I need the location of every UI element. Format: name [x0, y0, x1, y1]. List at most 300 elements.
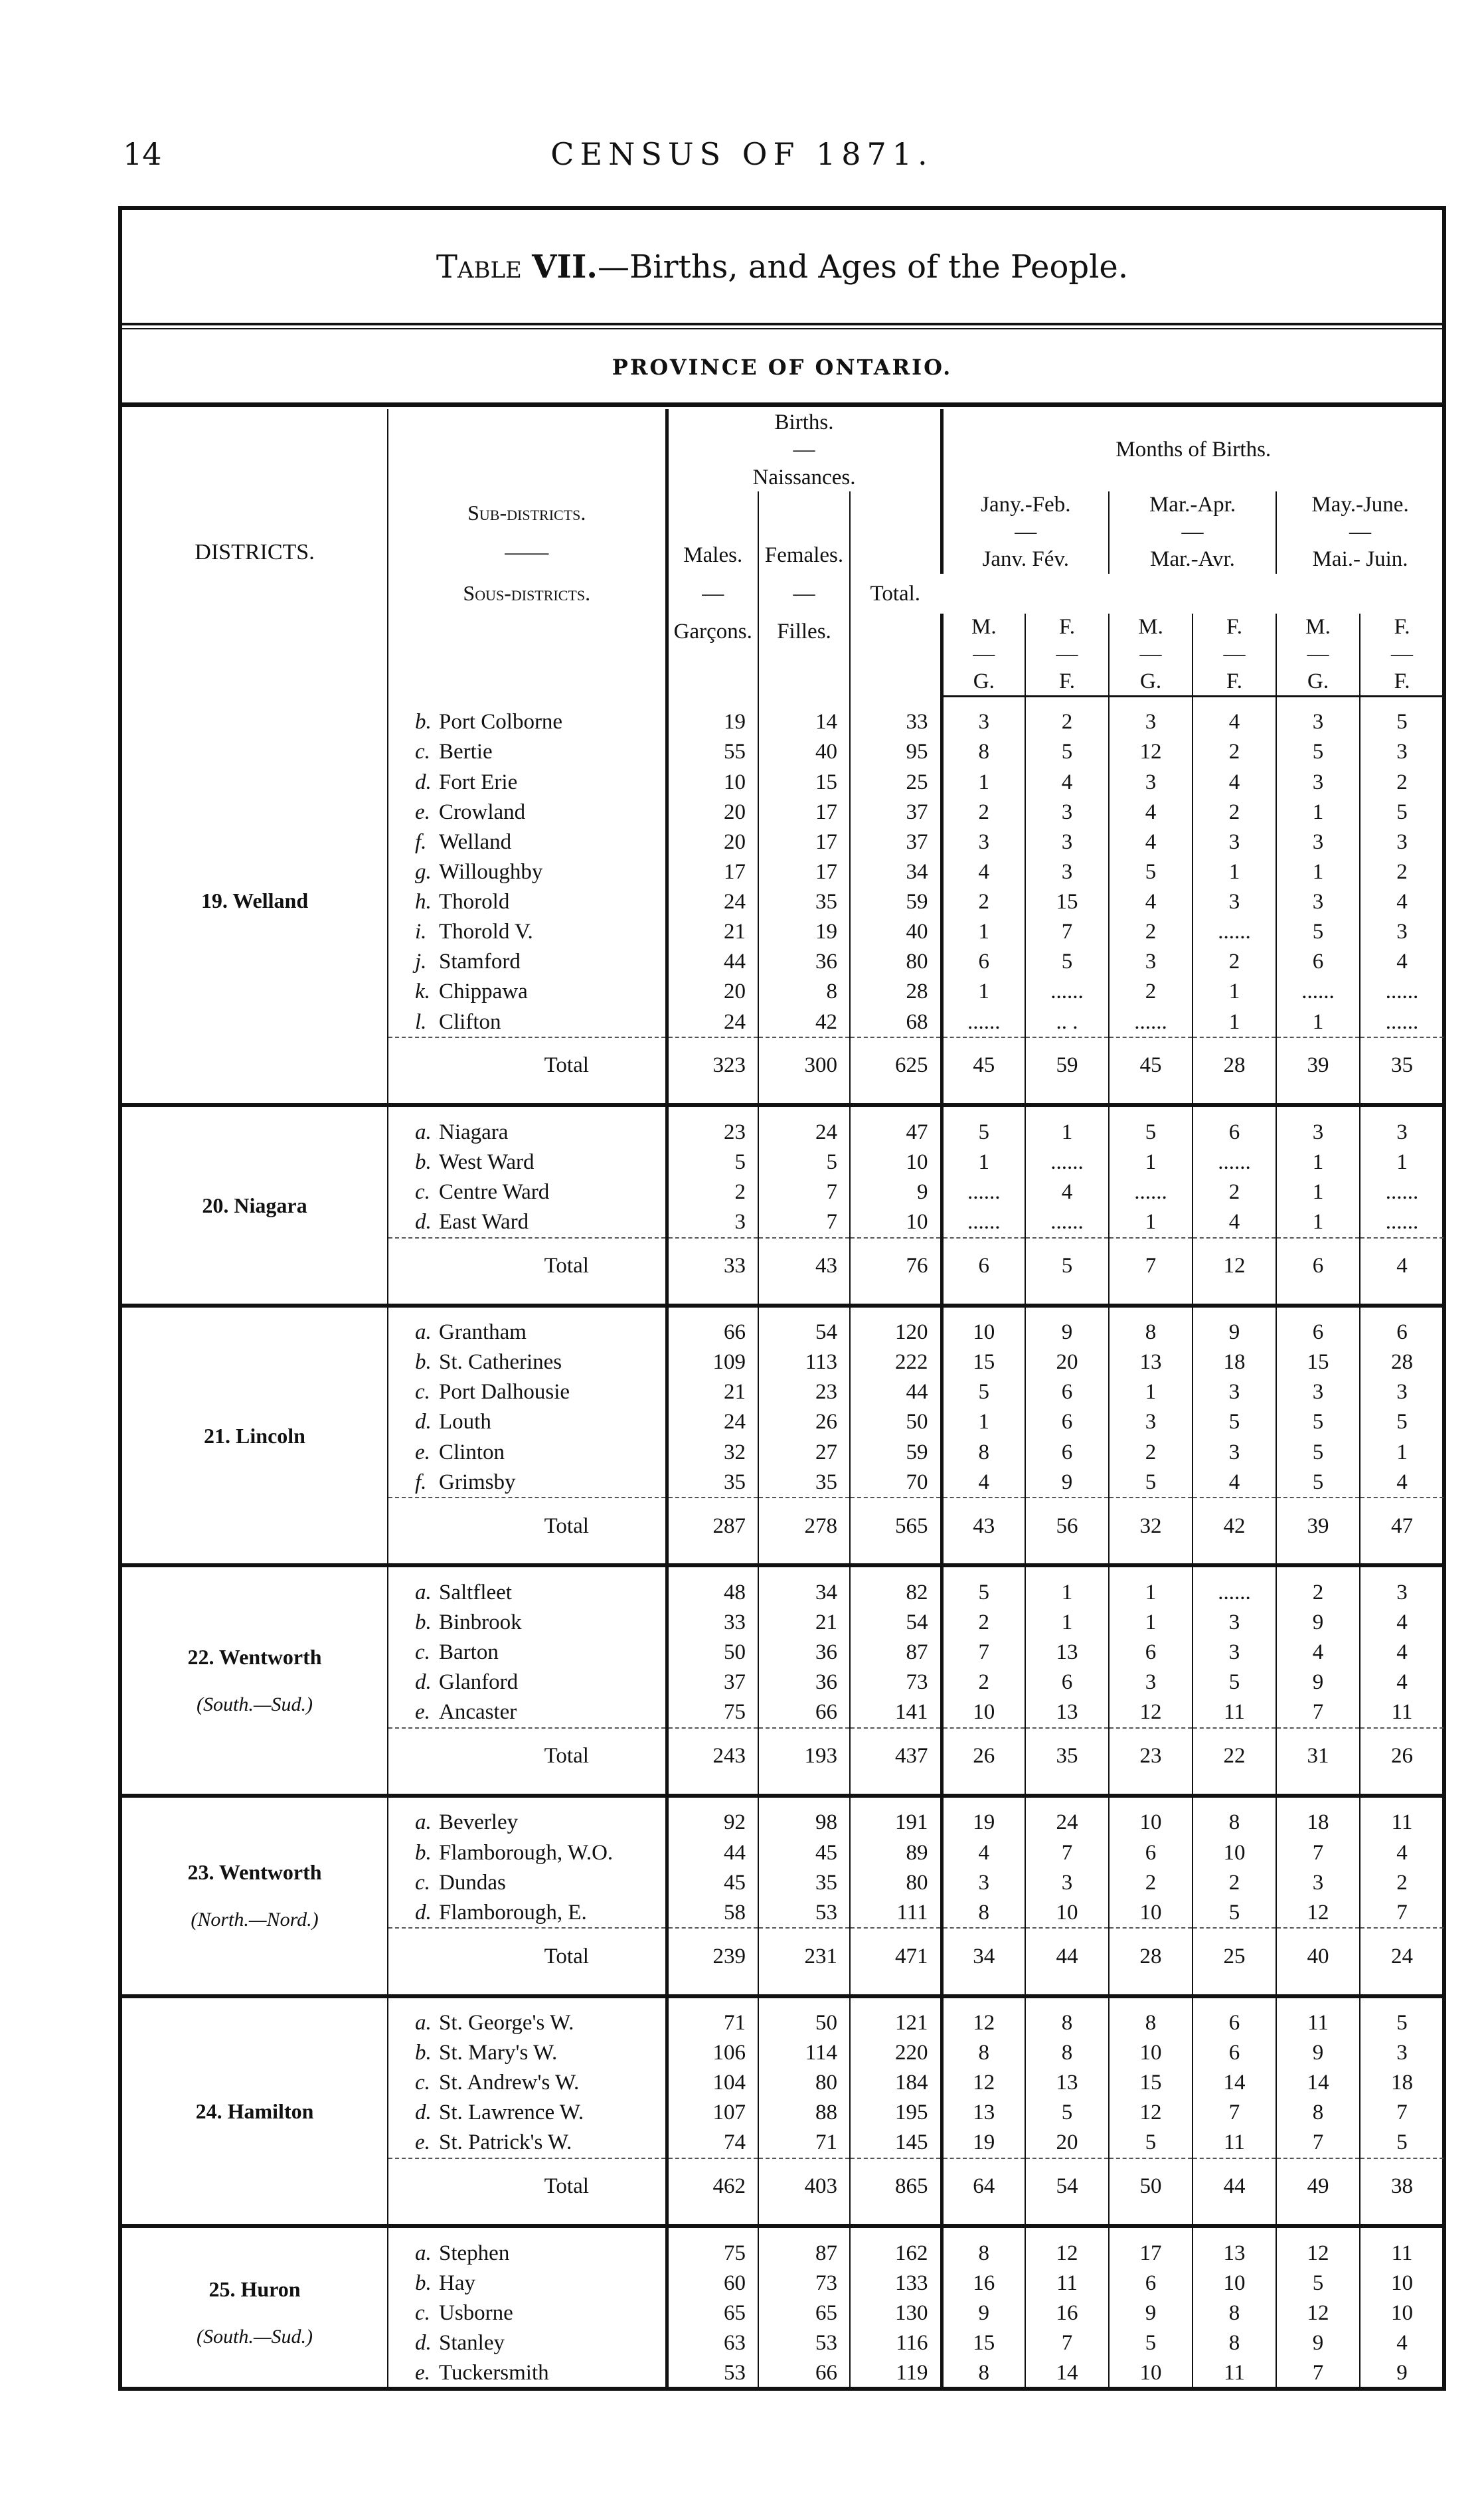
- header-f1: F. — F.: [1025, 614, 1109, 697]
- cell-f1: 4: [1025, 767, 1109, 797]
- sub-district-name: [388, 2268, 667, 2298]
- cell-total: 82: [850, 1577, 942, 1607]
- cell-total: 184: [850, 2068, 942, 2098]
- cell-m2: ......: [1109, 1177, 1193, 1207]
- sub-district-name: [388, 2238, 667, 2268]
- cell-females: 7: [758, 1177, 850, 1207]
- sub-district-letter: a.: [415, 2010, 432, 2035]
- cell-total: 40: [850, 917, 942, 947]
- district-note: (South.—Sud.): [197, 1693, 313, 1715]
- cell-m3: 3: [1276, 767, 1360, 797]
- table-row: [122, 707, 1443, 737]
- sub-district-label: Beverley: [439, 1810, 519, 1835]
- cell-f1: 12: [1025, 2238, 1109, 2268]
- cell-females: 42: [758, 1007, 850, 1037]
- cell-females: 26: [758, 1407, 850, 1437]
- spacer-cell: [667, 1565, 758, 1577]
- sub-district-label: Clifton: [439, 1009, 501, 1034]
- cell-f3: 3: [1360, 2037, 1443, 2067]
- district-label: 19. Welland: [201, 888, 309, 912]
- cell-f2: 11: [1193, 2358, 1276, 2388]
- total-label: Total: [388, 2158, 667, 2214]
- cell-f3: 6: [1360, 1318, 1443, 1347]
- table-title-number: VII.: [532, 248, 598, 286]
- separator-cell: [122, 1554, 388, 1566]
- total-m3: 40: [1276, 1928, 1360, 1984]
- cell-females: 36: [758, 1637, 850, 1667]
- district-gap: [122, 1105, 1443, 1117]
- total-f1: 44: [1025, 1928, 1109, 1984]
- sub-district-name: [388, 2328, 667, 2358]
- separator-cell: [1025, 1984, 1109, 1996]
- table-title-prefix: Table: [436, 248, 522, 286]
- cell-m2: 2: [1109, 917, 1193, 947]
- spacer-cell: [1193, 1996, 1276, 2008]
- total-f3: 24: [1360, 1928, 1443, 1984]
- cell-females: 19: [758, 917, 850, 947]
- separator-cell: [850, 1984, 942, 1996]
- spacer-cell: [388, 1306, 667, 1318]
- cell-m2: 4: [1109, 797, 1193, 827]
- district-gap: [122, 1565, 1443, 1577]
- sub-district-letter: c.: [415, 740, 430, 764]
- cell-m3: 5: [1276, 1407, 1360, 1437]
- sub-district-label: Hay: [439, 2271, 475, 2295]
- separator-cell: [758, 1984, 850, 1996]
- header-months: Months of Births.: [942, 409, 1443, 491]
- cell-females: 71: [758, 2128, 850, 2158]
- cell-females: 21: [758, 1607, 850, 1637]
- sub-district-name: [388, 797, 667, 827]
- spacer-cell: [1109, 2226, 1193, 2238]
- cell-f2: 2: [1193, 947, 1276, 977]
- cell-f1: 13: [1025, 2068, 1109, 2098]
- table-body: [122, 697, 1443, 2388]
- spacer-cell: [758, 2226, 850, 2238]
- spacer-cell: [942, 1565, 1025, 1577]
- separator-cell: [850, 1784, 942, 1796]
- sub-district-letter: i.: [415, 920, 427, 944]
- sub-district-letter: l.: [415, 1009, 427, 1034]
- spacer-cell: [1193, 2226, 1276, 2238]
- cell-f3: 28: [1360, 1347, 1443, 1377]
- cell-total: 80: [850, 1867, 942, 1897]
- total-females: 231: [758, 1928, 850, 1984]
- cell-males: 24: [667, 887, 758, 916]
- separator-cell: [942, 2214, 1025, 2226]
- cell-m1: 5: [942, 1377, 1025, 1407]
- cell-f3: ......: [1360, 1007, 1443, 1037]
- district-separator: [122, 2214, 1443, 2226]
- cell-total: 130: [850, 2298, 942, 2328]
- cell-m3: 5: [1276, 1437, 1360, 1467]
- cell-f2: 6: [1193, 2008, 1276, 2037]
- cell-f2: 3: [1193, 1637, 1276, 1667]
- cell-m2: 3: [1109, 707, 1193, 737]
- spacer-cell: [122, 1996, 388, 2008]
- cell-f3: 4: [1360, 947, 1443, 977]
- cell-total: 54: [850, 1607, 942, 1637]
- sub-district-letter: g.: [415, 859, 432, 884]
- cell-f2: 11: [1193, 2128, 1276, 2158]
- sub-district-letter: e.: [415, 800, 430, 824]
- cell-f3: 3: [1360, 737, 1443, 767]
- cell-f2: 5: [1193, 1407, 1276, 1437]
- total-total: 565: [850, 1498, 942, 1553]
- cell-f2: 3: [1193, 1437, 1276, 1467]
- spacer-cell: [942, 1105, 1025, 1117]
- sub-district-label: Welland: [439, 829, 512, 854]
- total-f1: 5: [1025, 1238, 1109, 1294]
- cell-f1: 24: [1025, 1808, 1109, 1838]
- total-total: 865: [850, 2158, 942, 2214]
- separator-cell: [388, 1294, 667, 1306]
- sub-district-name: [388, 707, 667, 737]
- cell-f2: 5: [1193, 1897, 1276, 1928]
- cell-total: 33: [850, 707, 942, 737]
- total-label: Total: [388, 1928, 667, 1984]
- sub-district-label: St. George's W.: [439, 2010, 574, 2035]
- sub-district-letter: d.: [415, 1410, 432, 1434]
- district-label: 22. Wentworth: [187, 1644, 322, 1669]
- sub-district-label: Thorold V.: [439, 920, 533, 944]
- cell-f3: 1: [1360, 1437, 1443, 1467]
- spacer-cell: [1276, 1796, 1360, 1808]
- spacer-cell: [850, 1306, 942, 1318]
- cell-total: 121: [850, 2008, 942, 2037]
- header-m3: M. — G.: [1276, 614, 1360, 697]
- sub-district-name: [388, 827, 667, 857]
- district-separator: [122, 1554, 1443, 1566]
- separator-cell: [942, 1294, 1025, 1306]
- district-name: [122, 1577, 388, 1784]
- sub-district-letter: e.: [415, 1700, 430, 1725]
- spacer-cell: [758, 1105, 850, 1117]
- cell-m3: 5: [1276, 1467, 1360, 1498]
- separator-cell: [1360, 1294, 1443, 1306]
- separator-cell: [122, 1984, 388, 1996]
- total-m3: 39: [1276, 1498, 1360, 1553]
- cell-females: 5: [758, 1147, 850, 1177]
- cell-m1: 3: [942, 1867, 1025, 1897]
- table-row: [122, 1577, 1443, 1607]
- district-separator: [122, 1294, 1443, 1306]
- cell-total: 59: [850, 1437, 942, 1467]
- sub-district-letter: a.: [415, 1580, 432, 1604]
- table-row: [122, 2008, 1443, 2037]
- spacer-cell: [942, 697, 1025, 707]
- separator-cell: [388, 1984, 667, 1996]
- cell-m2: 12: [1109, 737, 1193, 767]
- spacer-cell: [667, 1105, 758, 1117]
- cell-males: 20: [667, 977, 758, 1007]
- cell-f1: 4: [1025, 1177, 1109, 1207]
- spacer-cell: [1025, 1996, 1109, 2008]
- cell-males: 35: [667, 1467, 758, 1498]
- cell-total: 162: [850, 2238, 942, 2268]
- cell-m2: 3: [1109, 767, 1193, 797]
- separator-cell: [388, 2214, 667, 2226]
- cell-females: 66: [758, 1697, 850, 1728]
- total-label: Total: [388, 1238, 667, 1294]
- separator-cell: [122, 1294, 388, 1306]
- cell-m2: 5: [1109, 2328, 1193, 2358]
- spacer-cell: [1360, 1996, 1443, 2008]
- spacer-cell: [1109, 697, 1193, 707]
- district-label: 25. Huron: [208, 2277, 301, 2301]
- sub-district-name: [388, 947, 667, 977]
- cell-m2: 9: [1109, 2298, 1193, 2328]
- cell-m2: 2: [1109, 1437, 1193, 1467]
- cell-m2: 5: [1109, 857, 1193, 887]
- cell-m1: 6: [942, 947, 1025, 977]
- separator-cell: [122, 1784, 388, 1796]
- sub-district-label: Ancaster: [439, 1700, 517, 1725]
- total-females: 300: [758, 1037, 850, 1093]
- sub-district-letter: j.: [415, 950, 427, 974]
- sub-district-label: St. Patrick's W.: [439, 2130, 572, 2155]
- cell-f1: 20: [1025, 2128, 1109, 2158]
- sub-district-name: [388, 1637, 667, 1667]
- cell-total: 28: [850, 977, 942, 1007]
- cell-females: 73: [758, 2268, 850, 2298]
- header-period-jan-feb: Jany.-Feb. — Janv. Fév.: [942, 491, 1109, 574]
- spacer-cell: [1025, 1565, 1109, 1577]
- cell-m2: 12: [1109, 2098, 1193, 2128]
- cell-f1: 3: [1025, 797, 1109, 827]
- table-row: [122, 1117, 1443, 1147]
- spacer-cell: [388, 1996, 667, 2008]
- cell-m1: ......: [942, 1177, 1025, 1207]
- cell-m2: 6: [1109, 1637, 1193, 1667]
- separator-cell: [667, 1554, 758, 1566]
- table-head: [122, 409, 1443, 697]
- cell-m1: 15: [942, 2328, 1025, 2358]
- cell-f2: 5: [1193, 1668, 1276, 1697]
- header-f3: F. — F.: [1360, 614, 1443, 697]
- sub-district-label: Barton: [439, 1640, 499, 1665]
- sub-district-letter: a.: [415, 1320, 432, 1345]
- cell-f3: 11: [1360, 1808, 1443, 1838]
- total-f2: 44: [1193, 2158, 1276, 2214]
- cell-m3: 1: [1276, 1147, 1360, 1177]
- cell-f3: ......: [1360, 1207, 1443, 1237]
- separator-cell: [1025, 1294, 1109, 1306]
- district-gap: [122, 2226, 1443, 2238]
- cell-males: 53: [667, 2358, 758, 2388]
- cell-m3: 15: [1276, 1347, 1360, 1377]
- header-births: Births. — Naissances.: [667, 409, 942, 491]
- cell-f2: 8: [1193, 2328, 1276, 2358]
- district-separator: [122, 1784, 1443, 1796]
- district-label: 20. Niagara: [202, 1193, 307, 1217]
- total-males: 462: [667, 2158, 758, 2214]
- cell-m3: ......: [1276, 977, 1360, 1007]
- sub-district-letter: c.: [415, 1179, 430, 1204]
- separator-cell: [942, 1093, 1025, 1105]
- cell-m3: 1: [1276, 1007, 1360, 1037]
- spacer-cell: [1109, 1565, 1193, 1577]
- cell-m2: 1: [1109, 1147, 1193, 1177]
- table-row: [122, 2238, 1443, 2268]
- cell-total: 191: [850, 1808, 942, 1838]
- cell-f1: 6: [1025, 1668, 1109, 1697]
- cell-m1: 8: [942, 1897, 1025, 1928]
- sub-district-label: St. Catherines: [439, 1350, 562, 1375]
- district-gap: [122, 1996, 1443, 2008]
- total-m1: 26: [942, 1728, 1025, 1784]
- total-total: 76: [850, 1238, 942, 1294]
- cell-m1: 12: [942, 2068, 1025, 2098]
- cell-total: 70: [850, 1467, 942, 1498]
- sub-district-name: [388, 1117, 667, 1147]
- separator-cell: [667, 2214, 758, 2226]
- cell-total: 50: [850, 1407, 942, 1437]
- cell-m3: 3: [1276, 1867, 1360, 1897]
- cell-m2: 2: [1109, 1867, 1193, 1897]
- cell-m1: 8: [942, 2238, 1025, 2268]
- separator-cell: [1109, 1554, 1193, 1566]
- sub-district-label: Flamborough, E.: [439, 1900, 587, 1925]
- cell-females: 36: [758, 1668, 850, 1697]
- cell-m1: 10: [942, 1318, 1025, 1347]
- spacer-cell: [758, 1996, 850, 2008]
- cell-females: 35: [758, 1467, 850, 1498]
- sub-district-label: Clinton: [439, 1440, 505, 1464]
- spacer-cell: [667, 1996, 758, 2008]
- cell-m2: 8: [1109, 2008, 1193, 2037]
- separator-cell: [667, 1784, 758, 1796]
- sub-district-name: [388, 1007, 667, 1037]
- cell-m3: 1: [1276, 857, 1360, 887]
- cell-m1: 1: [942, 917, 1025, 947]
- cell-total: 111: [850, 1897, 942, 1928]
- cell-m2: 3: [1109, 947, 1193, 977]
- sub-district-name: [388, 2298, 667, 2328]
- cell-m3: 5: [1276, 917, 1360, 947]
- total-females: 43: [758, 1238, 850, 1294]
- province-title: PROVINCE OF ONTARIO.: [612, 355, 953, 380]
- cell-m2: 6: [1109, 2268, 1193, 2298]
- cell-f3: 5: [1360, 2008, 1443, 2037]
- spacer-cell: [1109, 1996, 1193, 2008]
- cell-f3: 4: [1360, 1467, 1443, 1498]
- sub-district-name: [388, 917, 667, 947]
- total-label: Total: [388, 1498, 667, 1553]
- sub-district-letter: f.: [415, 829, 427, 854]
- sub-district-label: Willoughby: [439, 859, 543, 884]
- cell-f2: 7: [1193, 2098, 1276, 2128]
- separator-cell: [667, 1294, 758, 1306]
- sub-district-label: Grimsby: [439, 1470, 516, 1494]
- cell-males: 17: [667, 857, 758, 887]
- table-title-text: —Births, and Ages of the People.: [597, 248, 1129, 286]
- cell-m1: ......: [942, 1007, 1025, 1037]
- cell-males: 104: [667, 2068, 758, 2098]
- births-table: [122, 409, 1443, 2388]
- spacer-cell: [388, 1105, 667, 1117]
- running-title: CENSUS OF 1871.: [550, 136, 934, 172]
- cell-m1: 10: [942, 1697, 1025, 1728]
- sub-district-label: Stanley: [439, 2330, 505, 2355]
- spacer-cell: [1109, 1306, 1193, 1318]
- table-row: [122, 1318, 1443, 1347]
- cell-males: 20: [667, 797, 758, 827]
- cell-m1: ......: [942, 1207, 1025, 1237]
- sub-district-letter: f.: [415, 1470, 427, 1494]
- cell-m1: 8: [942, 1437, 1025, 1467]
- cell-f1: 11: [1025, 2268, 1109, 2298]
- cell-males: 24: [667, 1007, 758, 1037]
- total-f1: 54: [1025, 2158, 1109, 2214]
- header-period-mar-apr: Mar.-Apr. — Mar.-Avr.: [1109, 491, 1276, 574]
- spacer-cell: [122, 1105, 388, 1117]
- cell-f2: 10: [1193, 1838, 1276, 1867]
- cell-females: 45: [758, 1838, 850, 1867]
- cell-f1: 16: [1025, 2298, 1109, 2328]
- cell-m2: 3: [1109, 1407, 1193, 1437]
- separator-cell: [1193, 1554, 1276, 1566]
- cell-m2: 12: [1109, 1697, 1193, 1728]
- separator-cell: [122, 2214, 388, 2226]
- total-f3: 35: [1360, 1037, 1443, 1093]
- cell-m3: 7: [1276, 1838, 1360, 1867]
- cell-f1: ......: [1025, 1207, 1109, 1237]
- district-name: [122, 2238, 388, 2388]
- separator-cell: [1025, 1093, 1109, 1105]
- cell-males: 45: [667, 1867, 758, 1897]
- sub-district-label: St. Mary's W.: [439, 2041, 558, 2065]
- cell-m3: 8: [1276, 2098, 1360, 2128]
- total-m1: 64: [942, 2158, 1025, 2214]
- cell-males: 75: [667, 1697, 758, 1728]
- sub-district-letter: b.: [415, 2271, 432, 2295]
- cell-males: 23: [667, 1117, 758, 1147]
- sub-district-letter: e.: [415, 2130, 430, 2155]
- cell-m2: 8: [1109, 1318, 1193, 1347]
- separator-cell: [758, 1554, 850, 1566]
- cell-m3: 7: [1276, 2128, 1360, 2158]
- cell-f3: 4: [1360, 2328, 1443, 2358]
- sub-district-name: [388, 2008, 667, 2037]
- cell-total: 10: [850, 1147, 942, 1177]
- cell-males: 19: [667, 707, 758, 737]
- cell-f2: 2: [1193, 1177, 1276, 1207]
- cell-m1: 8: [942, 737, 1025, 767]
- total-m2: 45: [1109, 1037, 1193, 1093]
- sub-district-name: [388, 1808, 667, 1838]
- separator-cell: [1193, 1093, 1276, 1105]
- sub-district-name: [388, 887, 667, 916]
- cell-males: 65: [667, 2298, 758, 2328]
- cell-m3: 7: [1276, 2358, 1360, 2388]
- cell-total: 120: [850, 1318, 942, 1347]
- sub-district-name: [388, 1347, 667, 1377]
- cell-m3: 9: [1276, 1607, 1360, 1637]
- total-total: 625: [850, 1037, 942, 1093]
- cell-m3: 1: [1276, 1177, 1360, 1207]
- cell-f3: 2: [1360, 857, 1443, 887]
- cell-m2: 10: [1109, 1897, 1193, 1928]
- total-m2: 32: [1109, 1498, 1193, 1553]
- district-gap: [122, 1306, 1443, 1318]
- total-females: 193: [758, 1728, 850, 1784]
- total-label: Total: [388, 1037, 667, 1093]
- sub-district-letter: c.: [415, 2300, 430, 2325]
- cell-m1: 12: [942, 2008, 1025, 2037]
- sub-district-letter: e.: [415, 2361, 430, 2385]
- spacer-cell: [1025, 1796, 1109, 1808]
